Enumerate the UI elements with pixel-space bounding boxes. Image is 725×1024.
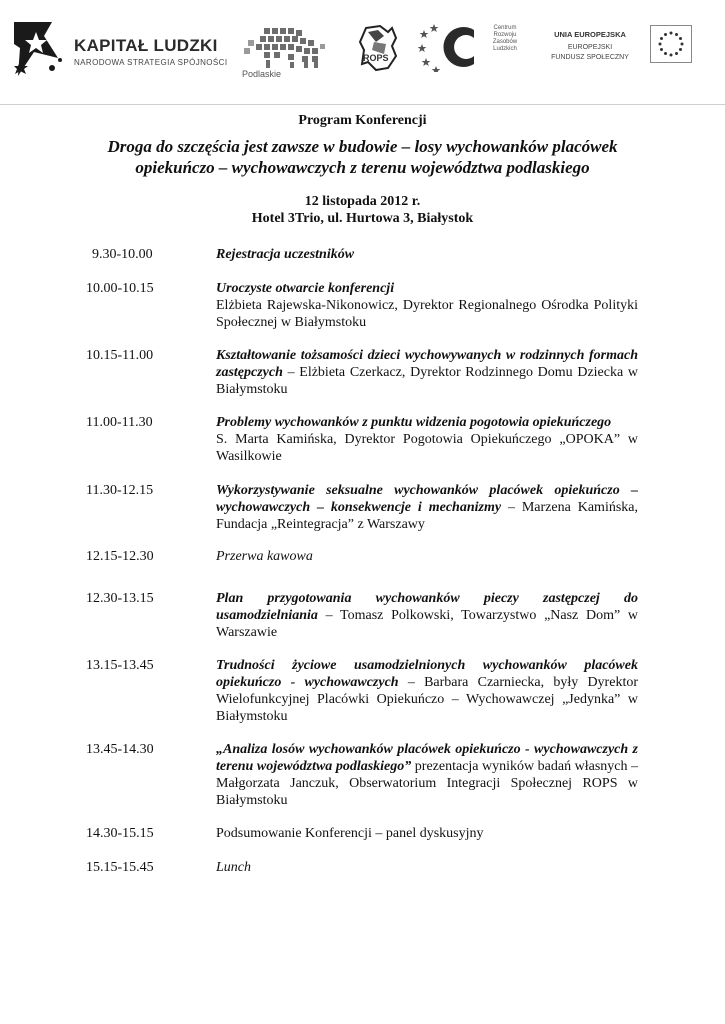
agenda-description (216, 548, 638, 565)
agenda-description (216, 280, 638, 331)
kapital-ludzki-title: KAPITAŁ LUDZKI (74, 36, 218, 55)
program-title: Program Konferencji (298, 113, 427, 128)
agenda-time: 14.30-15.15 (86, 826, 154, 841)
agenda-time: 9.30-10.00 (92, 247, 153, 262)
agenda-title: Plan przygotowania wychowanków pieczy zastępczej do usamodzielniania (216, 591, 638, 623)
ue-title: UNIA EUROPEJSKA (554, 30, 626, 39)
conference-venue: Hotel 3Trio, ul. Hurtowa 3, Białystok (251, 211, 474, 226)
agenda-title: Kształtowanie tożsamości dzieci wychowywanych w rodzinnych formach zastępczych (216, 348, 638, 380)
agenda-time: 13.45-14.30 (86, 742, 154, 757)
kapital-ludzki-star-icon (14, 18, 70, 80)
agenda-details: – Marzena Kamińska, Fundacja „Reintegracja” z Warszawy (216, 500, 638, 532)
agenda-description (216, 657, 638, 725)
podlaskie-bison-icon (238, 26, 334, 70)
agenda-details: S. Marta Kamińska, Dyrektor Pogotowia Opiekuńczego „OPOKA” w Wasilkowie (216, 432, 638, 464)
agenda-description (216, 347, 638, 398)
agenda-time: 10.15-11.00 (86, 348, 154, 363)
conference-title: Droga do szczęścia jest zawsze w budowie – losy wychowanków placówek opiekuńczo – wychowawczych z terenu województwa podlaskiego (107, 137, 618, 177)
ue-subtitle-1: EUROPEJSKI (567, 44, 613, 51)
agenda-description (216, 825, 638, 842)
crzl-stars-icon (418, 22, 480, 72)
agenda-time: 11.00-11.30 (86, 415, 153, 430)
agenda-details: prezentacja wyników badań własnych – Małgorzata Janczuk, Obserwatorium Integracji Społecznej ROPS w Białymstoku (216, 759, 639, 808)
agenda-description (216, 741, 638, 809)
agenda-title: Problemy wychowanków z punktu widzenia pogotowia opiekuńczego (216, 415, 612, 430)
crzl-logo (418, 22, 528, 72)
agenda-time: 12.15-12.30 (86, 549, 154, 564)
conference-date: 12 listopada 2012 r. (304, 194, 421, 209)
podlaskie-label: Podlaskie (242, 69, 282, 79)
agenda-description (216, 859, 638, 876)
agenda-title: Przerwa kawowa (216, 549, 313, 564)
agenda-description (216, 414, 638, 465)
agenda-description (216, 482, 638, 533)
ue-subtitle-2: FUNDUSZ SPOŁECZNY (551, 54, 629, 61)
agenda-title: Uroczyste otwarcie konferencji (216, 281, 395, 296)
rops-label: ROPS (363, 53, 389, 63)
agenda-description (216, 590, 638, 641)
agenda-title: Podsumowanie Konferencji – panel dyskusyjny (216, 826, 484, 841)
agenda-title: „Analiza losów wychowanków placówek opiekuńczo - wychowawczych z terenu województwa podlaskiego” (216, 742, 638, 774)
kapital-ludzki-logo (14, 18, 228, 80)
agenda-time: 13.15-13.45 (86, 658, 154, 673)
agenda-time: 15.15-15.45 (86, 860, 154, 875)
crzl-line: Ludzkich (493, 46, 517, 52)
kapital-ludzki-subtitle: NARODOWA STRATEGIA SPÓJNOŚCI (74, 58, 228, 67)
crzl-line: Centrum (493, 25, 517, 31)
agenda-title: Wykorzystywanie seksualne wychowanków placówek opiekuńczo – wychowawczych – konsekwencje i mechanizmy (216, 483, 638, 515)
agenda-title: Lunch (216, 860, 251, 875)
agenda-time: 12.30-13.15 (86, 591, 154, 606)
agenda-title: Trudności życiowe usamodzielnionych wychowanków placówek opiekuńczo - wychowawczych (216, 658, 638, 690)
rops-map-icon (358, 24, 400, 74)
crzl-line: Rozwoju (493, 32, 517, 38)
agenda-description (216, 246, 638, 263)
podlaskie-logo (238, 26, 338, 82)
eu-flag-icon (650, 25, 692, 63)
crzl-text (480, 25, 530, 53)
ue-logo (540, 24, 690, 72)
agenda-details: – Tomasz Polkowski, Towarzystwo „Nasz Dom” w Warszawie (216, 608, 638, 640)
logo-band (0, 0, 725, 105)
crzl-line: Zasobów (492, 39, 518, 45)
agenda-details: Elżbieta Rajewska-Nikonowicz, Dyrektor Regionalnego Ośrodka Polityki Społecznej w Białymstoku (216, 298, 638, 330)
agenda-details: – Barbara Czarniecka, były Dyrektor Wielofunkcyjnej Placówki Opiekuńczo – Wychowawczej „Jedynka” w Białymstoku (216, 675, 638, 724)
agenda-time: 10.00-10.15 (86, 281, 154, 296)
agenda-details: – Elżbieta Czerkacz, Dyrektor Rodzinnego Domu Dziecka w Białymstoku (216, 365, 638, 397)
rops-logo (358, 24, 400, 74)
agenda-title: Rejestracja uczestników (216, 247, 355, 262)
agenda-time: 11.30-12.15 (86, 483, 154, 498)
